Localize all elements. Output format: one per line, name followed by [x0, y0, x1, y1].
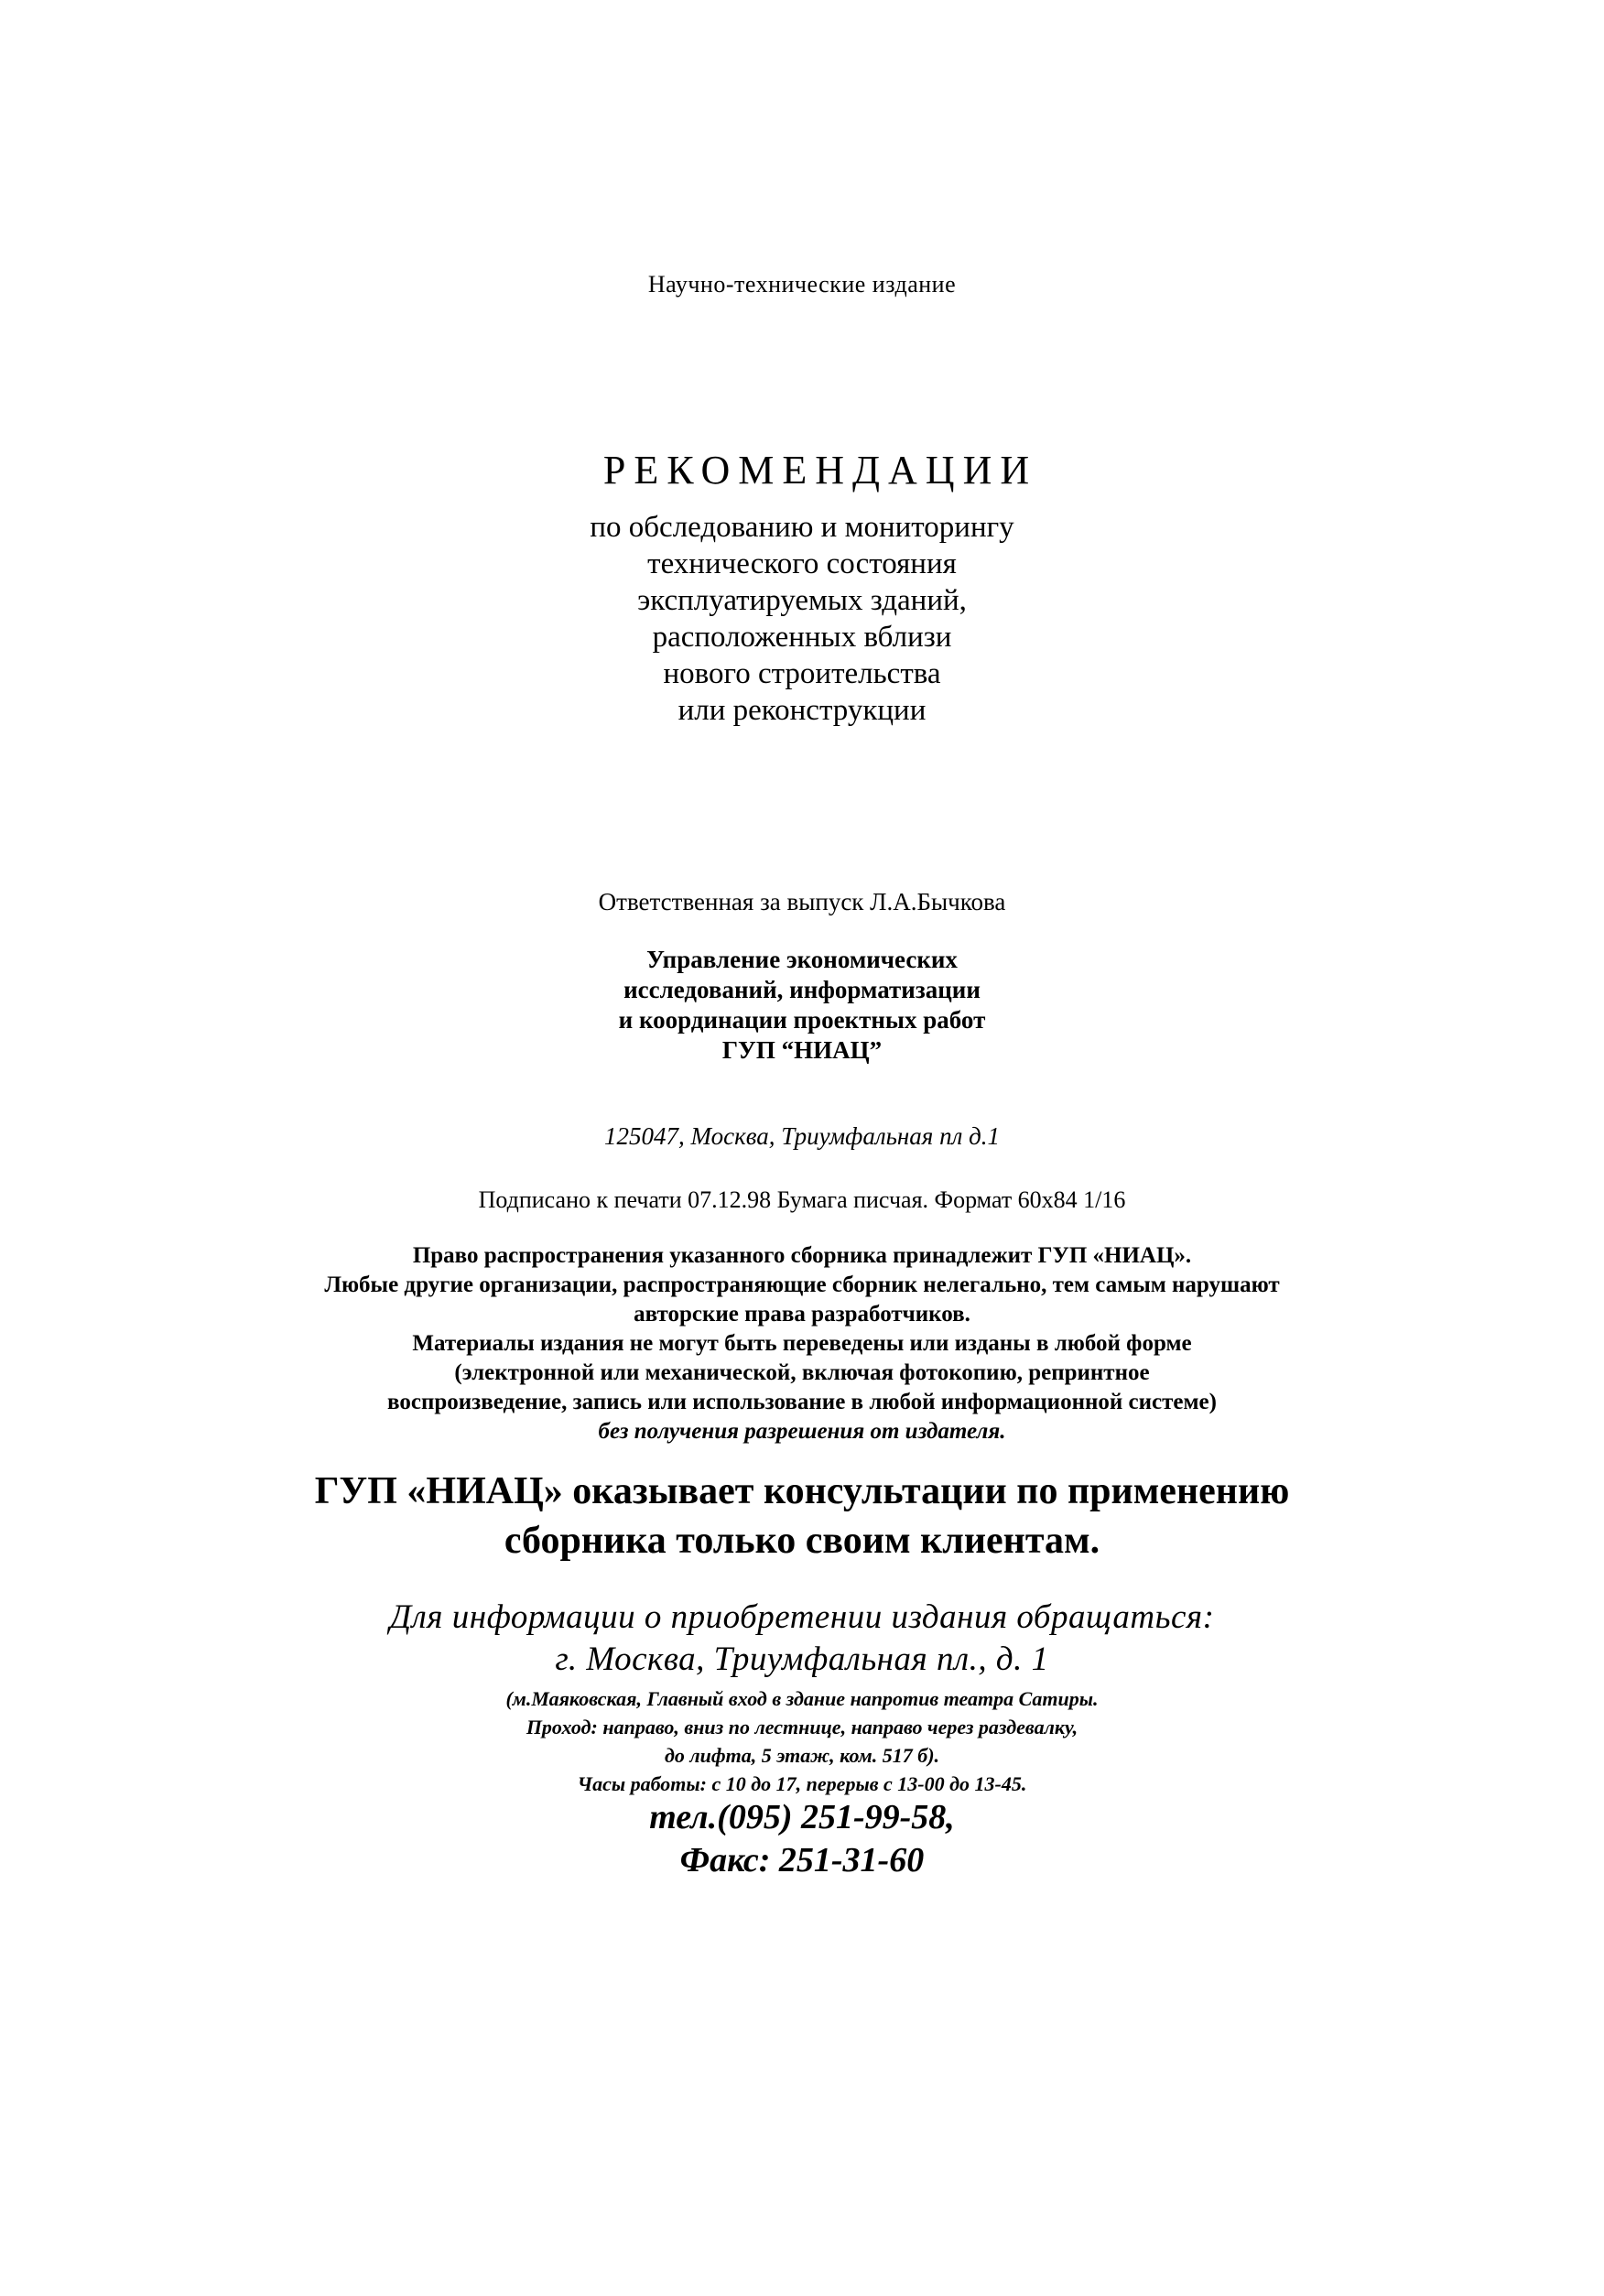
subtitle-line: технического состояния: [647, 547, 957, 580]
edition-type-text: Научно-технические издание: [647, 271, 957, 298]
subtitle-line: расположенных вблизи: [652, 621, 952, 654]
contact-detail-line: Проход: направо, вниз по лестнице, направо через раздевалку,: [526, 1716, 1078, 1738]
subtitle-line: или реконструкции: [677, 694, 927, 727]
print-info: [0, 1186, 1604, 1214]
department-line: и координации проектных работ: [618, 1006, 986, 1034]
department-line: Управление экономических: [646, 946, 958, 973]
responsible-editor-text: Ответственная за выпуск Л.А.Бычкова: [598, 888, 1006, 915]
rights-line: Право распространения указанного сборника принадлежит ГУП «НИАЦ».: [412, 1243, 1192, 1268]
rights-line: без получения разрешения от издателя.: [598, 1419, 1006, 1444]
consult-line: сборника только своим клиентам.: [504, 1520, 1100, 1562]
phone-number: тел.(095) 251-99-58,: [649, 1798, 955, 1836]
department-line: ГУП “НИАЦ”: [721, 1036, 883, 1064]
rights-line: Любые другие организации, распространяющие сборник нелегально, тем самым нарушают: [324, 1273, 1280, 1297]
publisher-address: [0, 1122, 1604, 1151]
contact-phones: [0, 1796, 1604, 1882]
rights-line: воспроизведение, запись или использование в любой информационной системе): [387, 1390, 1217, 1414]
print-info-text: Подписано к печати 07.12.98 Бумага писчая. Формат 60x84 1/16: [478, 1186, 1126, 1213]
contact-heading: [0, 1597, 1604, 1681]
document-title-text: РЕКОМЕНДАЦИИ: [602, 448, 1038, 493]
contact-detail-line: (м.Маяковская, Главный вход в здание напротив театра Сатиры.: [505, 1687, 1099, 1710]
contact-heading-line: г. Москва, Триумфальная пл., д. 1: [555, 1641, 1049, 1678]
edition-type: [0, 271, 1604, 298]
publisher-department: [0, 945, 1604, 1066]
contact-details: [0, 1684, 1604, 1798]
contact-heading-line: Для информации о приобретении издания обращаться:: [389, 1598, 1215, 1636]
contact-detail-line: до лифта, 5 этаж, ком. 517 б).: [664, 1744, 940, 1767]
document-title: [0, 447, 1604, 493]
subtitle-line: нового строительства: [663, 657, 941, 690]
consultation-notice: [0, 1467, 1604, 1565]
subtitle-line: эксплуатируемых зданий,: [637, 584, 967, 617]
copyright-notice: [0, 1241, 1604, 1446]
department-line: исследований, информатизации: [623, 976, 981, 1003]
rights-line: (электронной или механической, включая фотокопию, репринтное: [454, 1360, 1150, 1385]
contact-detail-line: Часы работы: с 10 до 17, перерыв с 13-00 до 13-45.: [577, 1772, 1027, 1795]
subtitle-line: по обследованию и мониторингу: [590, 511, 1014, 544]
rights-line: авторские права разработчиков.: [634, 1302, 970, 1327]
publisher-address-text: 125047, Москва, Триумфальная пл д.1: [604, 1122, 1000, 1150]
document-subtitle: [0, 509, 1604, 729]
consult-line: ГУП «НИАЦ» оказывает консультации по применению: [314, 1470, 1290, 1512]
rights-line: Материалы издания не могут быть переведены или изданы в любой форме: [412, 1331, 1192, 1356]
responsible-editor: [0, 888, 1604, 916]
fax-number: Факс: 251-31-60: [679, 1841, 925, 1879]
